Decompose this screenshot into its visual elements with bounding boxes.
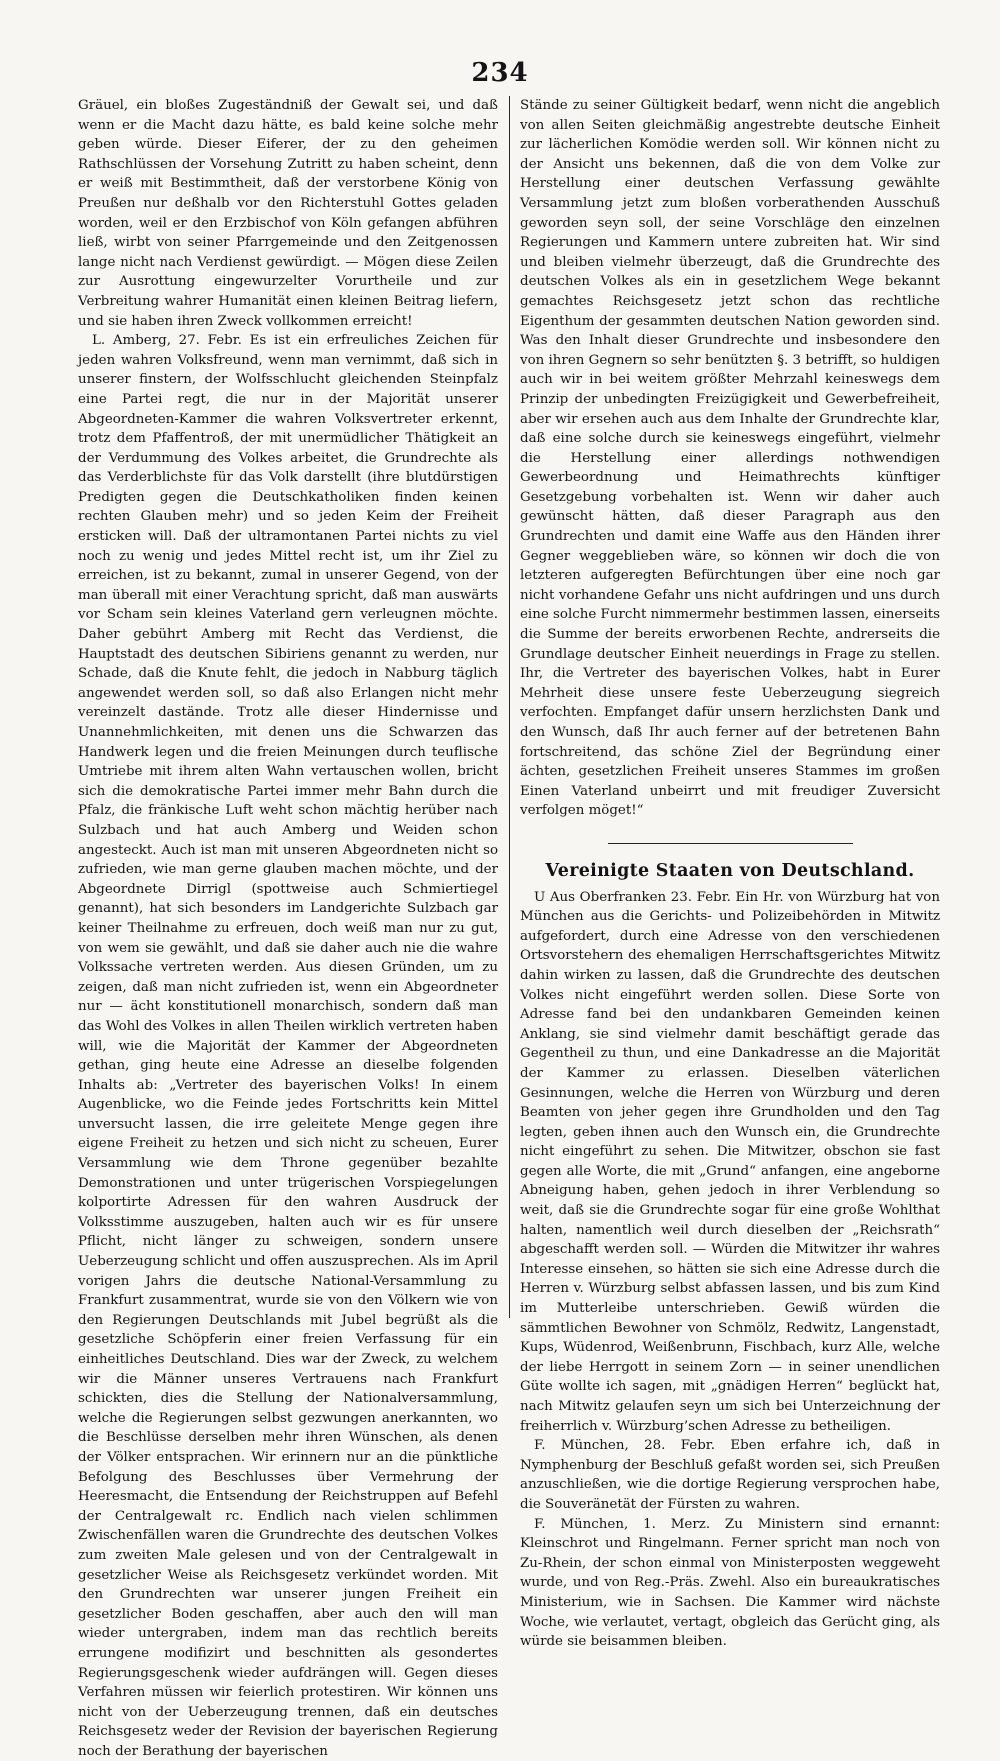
left-paragraph-1: Gräuel, ein bloßes Zugeständniß der Gewalt sei, und daß wenn er die Macht dazu hätte, es bald keine solche mehr geben würde. Dieser Eiferer, der zu den geheimen Rathschlüssen der Vorsehung Zutritt zu haben scheint, denn er weiß mit Bestimmtheit, daß der verstorbene König von Preußen nur deßhalb vor den Richterstuhl Gottes geladen worden, weil er den Erzbischof von Köln gefangen abführen ließ, wirbt von seiner Pfarrgemeinde und den Zeitgenossen lange nicht nach Verdienst gewürdigt. — Mögen diese Zeilen zur Ausrottung eingewurzelter Vorurtheile und zur Verbreitung wahrer Humanität einen kleinen Beitrag liefern, und sie haben ihren Zweck vollkommen erreicht!: [78, 98, 498, 329]
column-divider: [509, 96, 510, 1318]
left-column: [78, 96, 498, 1761]
section-rule: [608, 843, 853, 844]
right-paragraph-1: Stände zu seiner Gültigkeit bedarf, wenn nicht die angeblich von allen Seiten gleichmäßig angestrebte deutsche Einheit zur lächerlichen Komödie werden soll. Wir können nicht zu der Ansicht uns bekennen, daß die von dem Volke zur Herstellung einer deutschen Verfassung gewählte Versammlung jetzt zum bloßen vorberathenden Ausschuß geworden seyn soll, der seine Vorschläge den einzelnen Regierungen und Kammern untere zubreiten hat. Wir sind und bleiben vielmehr überzeugt, daß die Grundrechte des deutschen Volkes als ein in gesetzlichem Wege bekannt gemachtes Reichsgesetz jetzt schon das rechtliche Eigenthum der gesammten deutschen Nation geworden sind. Was den Inhalt dieser Grundrechte und insbesondere den von ihren Gegnern so sehr benützten §. 3 betrifft, so huldigen auch wir in bei weitem größter Mehrzahl keineswegs dem Prinzip der unbedingten Freizügigkeit und Gewerbefreiheit, aber wir ersehen auch aus dem Inhalte der Grundrechte klar, daß eine solche durch sie keineswegs eingeführt, vielmehr die Herstellung einer allerdings nothwendigen Gewerbeordnung und Heimathrechts künftiger Gesetzgebung vorbehalten ist. Wenn wir daher auch gewünscht hätten, daß dieser Paragraph aus den Grundrechten und damit eine Waffe aus den Händen ihrer Gegner weggeblieben wäre, so können wir doch die von letzteren aufgeregten Befürchtungen über eine noch gar nicht vorhandene Gefahr uns nicht aufdringen und uns durch eine solche Furcht nimmermehr bestimmen lassen, einerseits die Summe der bereits erworbenen Rechte, andrerseits die Grundlage deutscher Einheit neuerdings in Frage zu stellen. Ihr, die Vertreter des bayerischen Volkes, habt in Eurer Mehrheit diese unsere feste Ueberzeugung siegreich verfochten. Empfanget dafür unsern herzlichsten Dank und den Wunsch, daß Ihr auch ferner auf der betretenen Bahn fortschreitend, das schöne Ziel der Begründung einer ächten, gesetzlichen Freiheit unseres Stammes im großen Einen Vaterland unbeirrt und mit freudiger Zuversicht verfolgen möget!“: [520, 98, 940, 819]
right-paragraph-3: F. München, 28. Febr. Eben erfahre ich, daß in Nymphenburg der Beschluß gefaßt worden sei, sich Preußen anzuschließen, wie die dortige Regierung versprochen habe, die Souveränetät der Fürsten zu wahren.: [520, 1438, 940, 1512]
section-heading: Vereinigte Staaten von Deutschland.: [545, 860, 915, 881]
right-paragraph-2: U Aus Oberfranken 23. Febr. Ein Hr. von Würzburg hat von München aus die Gerichts- und Polizeibehörden in Mitwitz aufgefordert, durch eine Adresse von den verschiedenen Ortsvorstehern des ehemaligen Herrschaftsgerichtes Mitwitz dahin wirken zu lassen, daß die Grundrechte des deutschen Volkes nicht eingeführt werden sollen. Diese Sorte von Adresse fand bei den undankbaren Gemeinden keinen Anklang, sie sind vielmehr damit beschäftigt gerade das Gegentheil zu thun, und eine Dankadresse an die Majorität der Kammer zu erlassen. Dieselben väterlichen Gesinnungen, welche die Herren von Würzburg und deren Beamten von jeher gegen ihre Grundholden und den Tag legten, geben ihnen auch den Wunsch ein, die Grundrechte nicht eingeführt zu sehen. Die Mitwitzer, obschon sie fast gegen alle Worte, die mit „Grund“ anfangen, eine angeborne Abneigung haben, gehen jedoch in ihrer Verblendung so weit, daß sie die Grundrechte sogar für eine große Wohlthat halten, namentlich weil durch dieselben der „Reichsrath“ abgeschafft werden soll. — Würden die Mitwitzer ihr wahres Interesse einsehen, so hätten sie sich eine Adresse durch die Herren v. Würzburg selbst abfassen lassen, und bis zum Kind im Mutterleibe unterschrieben. Gewiß würden die sämmtlichen Bewohner von Schmölz, Redwitz, Langenstadt, Kups, Wüdenrod, Weißenbrunn, Fischbach, kurz Alle, welche der liebe Herrgott in seinem Zorn — in seiner unendlichen Güte wollte ich sagen, mit „gnädigen Herren“ beglückt hat, nach Mitwitz gelaufen seyn um sich bei Unterzeichnung der freiherrlich v. Würzburg’schen Adresse zu betheiligen.: [520, 889, 940, 1434]
right-paragraph-4: F. München, 1. Merz. Zu Ministern sind ernannt: Kleinschrot und Ringelmann. Ferner spricht man noch von Zu-Rhein, der schon einmal von Ministerposten weggeweht wurde, und von Reg.-Präs. Zwehl. Also ein bureaukratisches Ministerium, wie in Sachsen. Die Kammer wird nächste Woche, wie verlautet, vertagt, obgleich das Gerücht ging, als würde sie beisammen bleiben.: [520, 1516, 940, 1650]
right-column: [520, 96, 940, 1652]
left-paragraph-2: L. Amberg, 27. Febr. Es ist ein erfreuliches Zeichen für jeden wahren Volksfreund, wenn man vernimmt, daß sich in unserer finstern, der Wolfsschlucht gleichenden Steinpfalz eine Partei regt, die nur in der Majorität unserer Abgeordneten-Kammer die wahren Volksvertreter erkennt, trotz dem Pfaffentroß, der mit unermüdlicher Thätigkeit an der Verdummung des Volkes arbeitet, die Grundrechte als das Verderblichste für das Volk darstellt (ihre blutdürstigen Predigten gegen die Deutschkatholiken finden keinen rechten Glauben mehr) und so jeden Keim der Freiheit ersticken will. Daß der ultramontanen Partei nichts zu viel noch zu wenig und jedes Mittel recht ist, um ihr Ziel zu erreichen, ist zu bekannt, zumal in unserer Gegend, von der man überall mit einer Verachtung spricht, daß man auswärts vor Scham sein kleines Vaterland gern verleugnen möchte. Daher gebührt Amberg mit Recht das Verdienst, die Hauptstadt des deutschen Sibiriens genannt zu werden, nur Schade, daß die Knute fehlt, die jedoch in Nabburg täglich angewendet werden soll, so daß also Erlangen nicht mehr vereinzelt dastände. Trotz alle dieser Hindernisse und Unannehmlichkeiten, mit denen uns die Schwarzen das Handwerk legen und die freien Meinungen durch teuflische Umtriebe mit ihrem alten Wahn vertauschen wollen, bricht sich die demokratische Partei immer mehr Bahn durch die Pfalz, die fränkische Luft weht schon mächtig herüber nach Sulzbach und hat auch Amberg und Weiden schon angesteckt. Auch ist man mit unseren Abgeordneten nicht so zufrieden, wie man gerne glauben machen möchte, und der Abgeordnete Dirrigl (spottweise auch Schmiertiegel genannt), hat sich besonders im Landgerichte Sulzbach gar keiner Theilnahme zu erfreuen, doch weiß man nur zu gut, von wem sie gewählt, und daß sie daher auch nie die wahre Volkssache vertreten werden. Aus diesen Gründen, um zu zeigen, daß man nicht zufrieden ist, wenn ein Abgeordneter nur — ächt konstitutionell monarchisch, sondern daß man das Wohl des Volkes in allen Theilen wirklich vertreten haben will, wie die Majorität der Kammer der Abgeordneten gethan, ging heute eine Adresse an dieselbe folgenden Inhalts ab: „Vertreter des bayerischen Volks! In einem Augenblicke, wo die Feinde jedes Fortschritts kein Mittel unversucht lassen, die irre geleitete Menge gegen ihre eigene Freiheit zu hetzen und sich nicht zu scheuen, Eurer Versammlung wie dem Throne gegenüber bezahlte Demonstrationen und unter trügerischen Vorspiegelungen kolportirte Adressen für den wahren Ausdruck der Volksstimme auszugeben, halten auch wir es für unsere Pflicht, nicht länger zu schweigen, sondern unsere Ueberzeugung schlicht und offen auszusprechen. Als im April vorigen Jahrs die deutsche National-Versammlung zu Frankfurt zusammentrat, wurde sie von den Völkern wie von den Regierungen Deutschlands mit Jubel begrüßt als die gesetzliche Schöpferin einer freien Verfassung für ein einheitliches Deutschland. Dies war der Zweck, zu welchem wir die Männer unseres Vertrauens nach Frankfurt schickten, dies die Stellung der Nationalversammlung, welche die Regierungen selbst gezwungen anerkannten, wo die Beschlüsse derselben mehr ihren Wünschen, als denen der Völker entsprachen. Wir erinnern nur an die pünktliche Befolgung des Beschlusses über Vermehrung der Heeresmacht, die Entsendung der Reichstruppen auf Befehl der Centralgewalt rc. Endlich nach vielen schlimmen Zwischenfällen waren die Grundrechte des deutschen Volkes zum zweiten Male gelesen und von der Centralgewalt in gesetzlicher Weise als Reichsgesetz verkündet worden. Mit den Grundrechten war unserer jungen Freiheit ein gesetzlicher Boden geschaffen, aber auch den will man wieder untergraben, indem man das rechtlich bereits errungene modifizirt und beschnitten als gesondertes Regierungsgeschenk wieder aufdrängen will. Gegen dieses Verfahren müssen wir feierlich protestiren. Wir können uns nicht von der Ueberzeugung trennen, daß ein deutsches Reichsgesetz weder der Revision der bayerischen Regierung noch der Berathung der bayerischen: [78, 333, 498, 1759]
page-number: 234: [471, 58, 529, 88]
